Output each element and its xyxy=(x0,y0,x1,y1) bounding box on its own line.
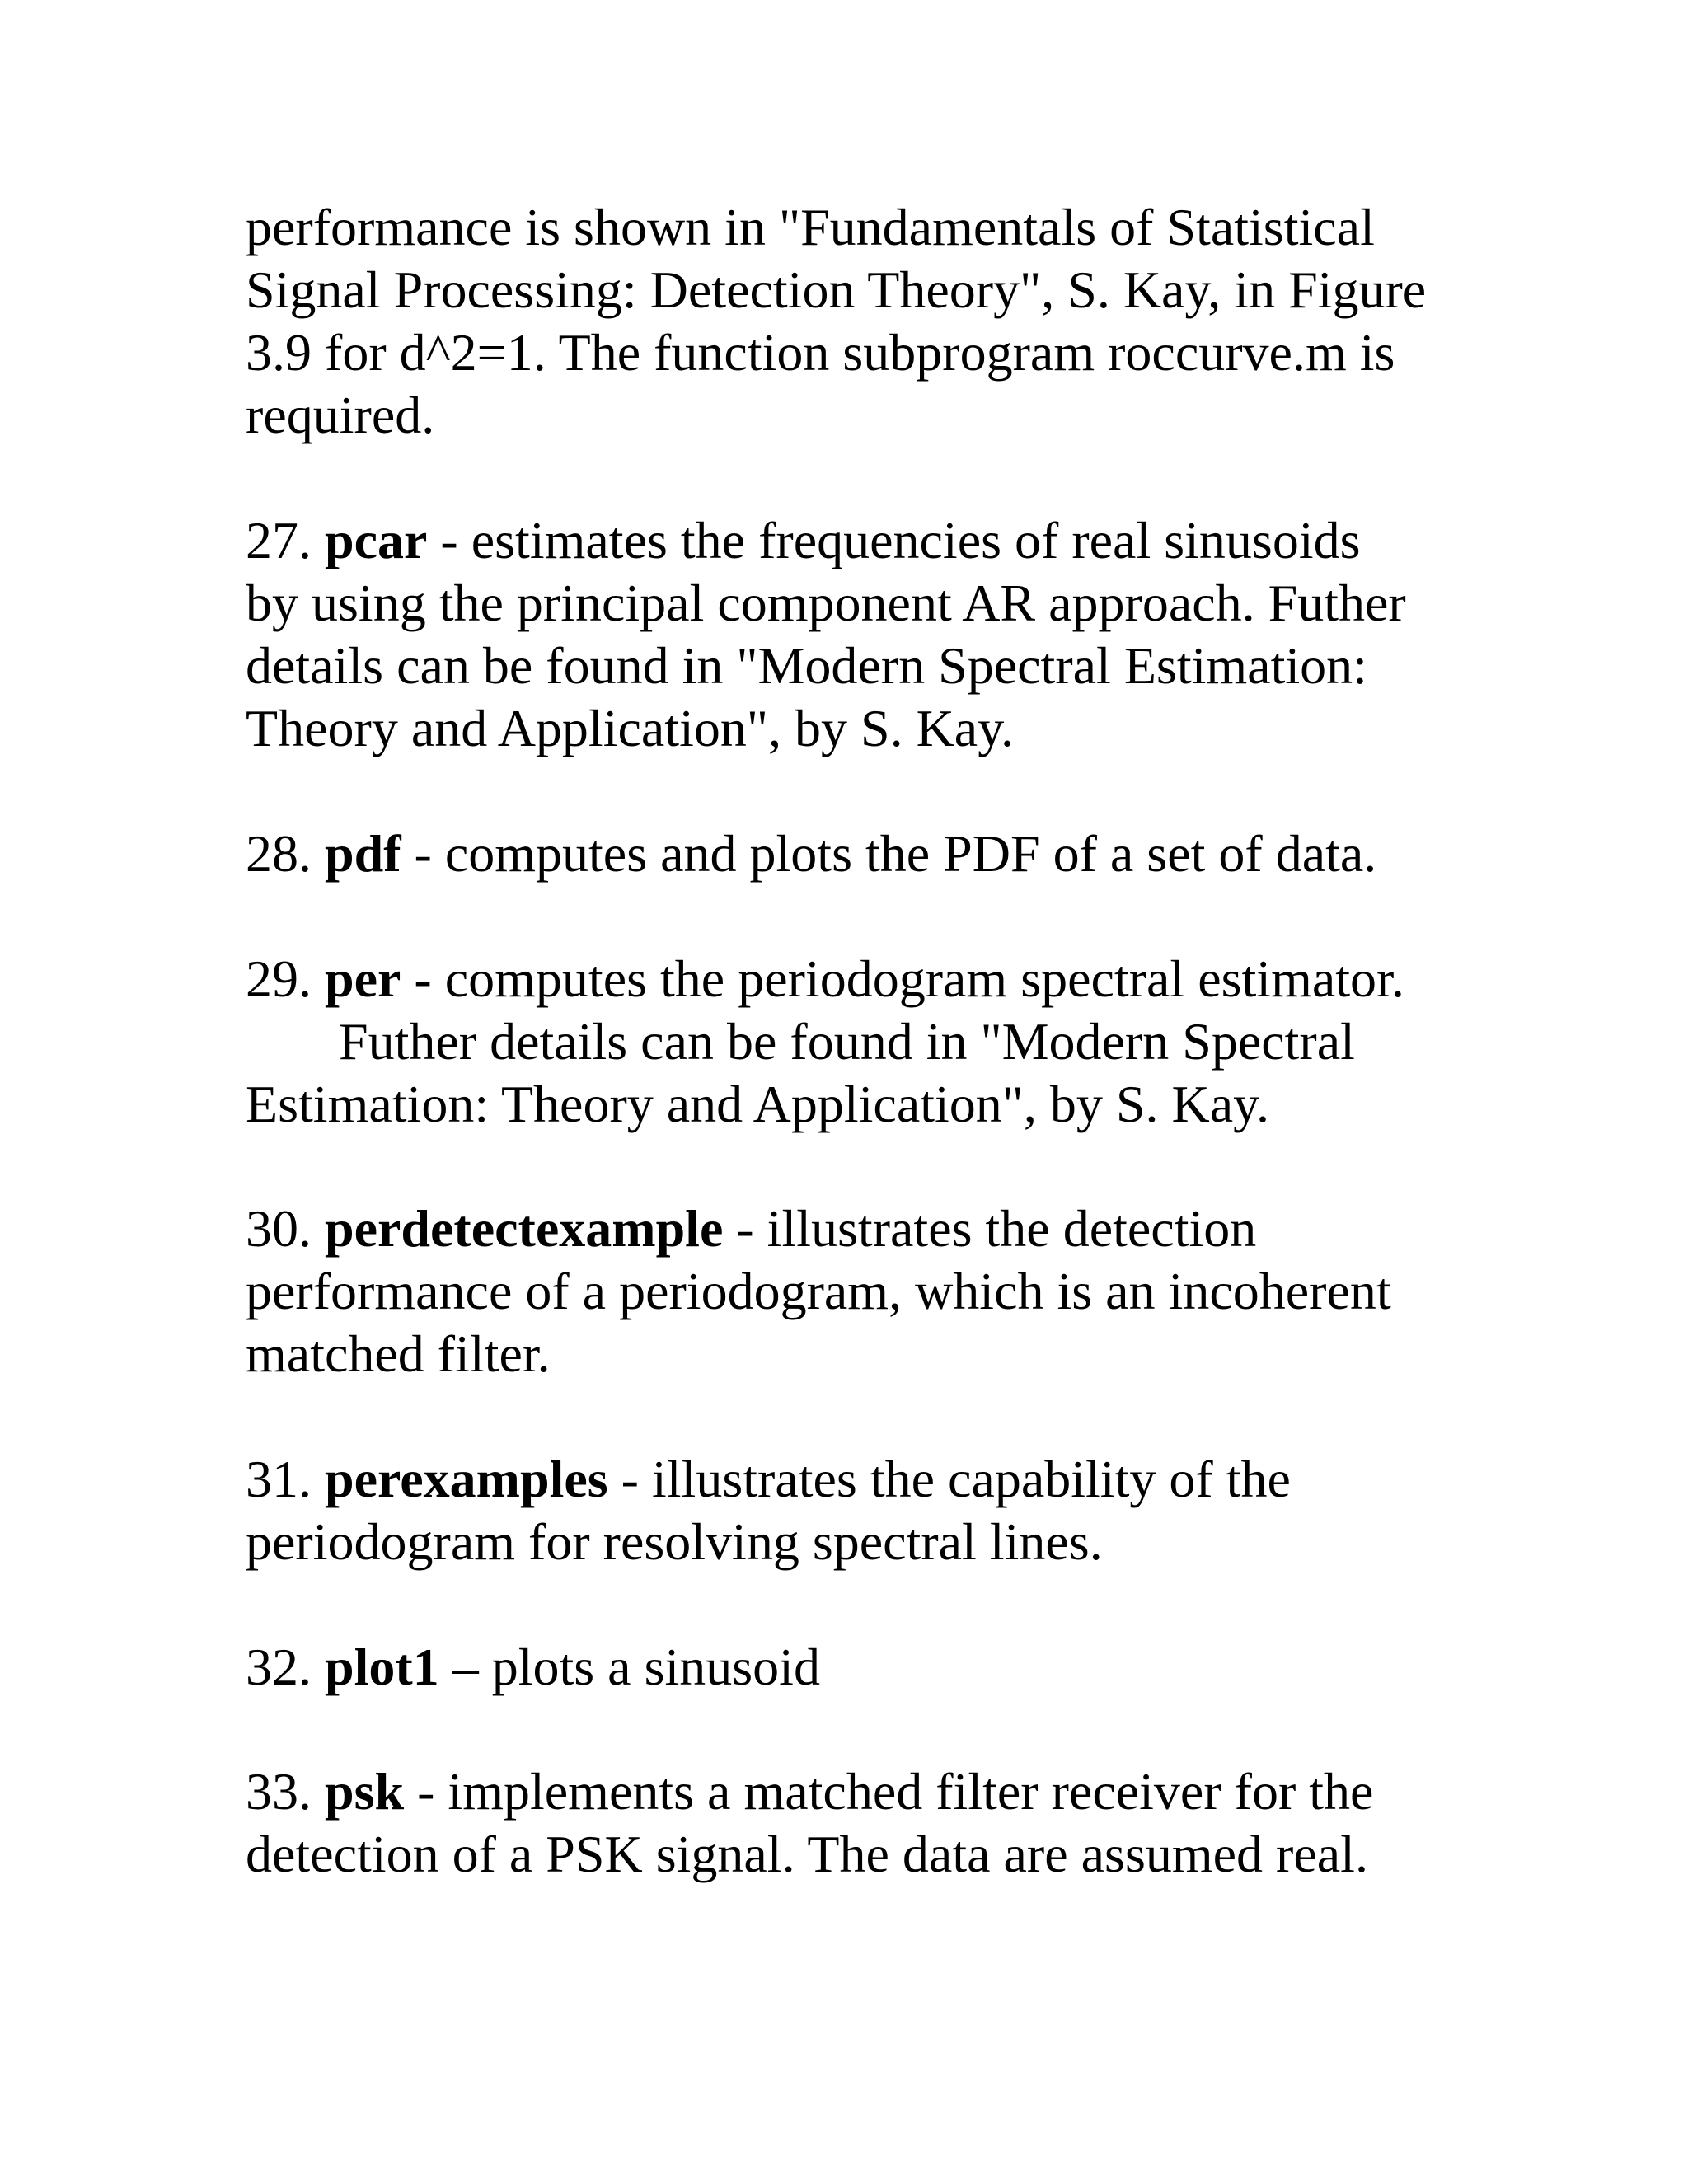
text-line: Theory and Application", by S. Kay. xyxy=(246,699,1015,757)
text-line: performance of a periodogram, which is an incoherent xyxy=(246,1262,1391,1320)
list-item-32 xyxy=(246,1636,1531,1699)
text-line: by using the principal component AR approach. Futher xyxy=(246,574,1406,632)
command-name: per xyxy=(325,949,401,1008)
item-description: – plots a sinusoid xyxy=(438,1638,820,1696)
command-name: plot1 xyxy=(325,1638,439,1696)
list-item-28 xyxy=(246,823,1531,885)
item-first-line xyxy=(246,948,1531,1010)
text-line: periodogram for resolving spectral lines. xyxy=(246,1512,1103,1571)
item-description: - illustrates the detection xyxy=(723,1199,1257,1258)
text-line: detection of a PSK signal. The data are assumed real. xyxy=(246,1825,1368,1883)
item-first-line xyxy=(246,509,1531,572)
list-item-29 xyxy=(246,948,1531,1136)
intro-paragraph xyxy=(246,196,1531,447)
item-first-line xyxy=(246,1760,1531,1823)
text-line: matched filter. xyxy=(246,1324,551,1383)
item-description: - implements a matched filter receiver for the xyxy=(404,1762,1374,1821)
item-first-line xyxy=(246,823,1531,885)
list-item-27 xyxy=(246,509,1531,760)
item-number: 27. xyxy=(246,511,325,569)
item-number: 32. xyxy=(246,1638,325,1696)
item-number: 28. xyxy=(246,824,325,883)
command-name: pdf xyxy=(325,824,401,883)
item-number: 29. xyxy=(246,949,325,1008)
list-item-31 xyxy=(246,1448,1531,1573)
text-line: performance is shown in "Fundamentals of Statistical xyxy=(246,198,1375,256)
item-description: - computes and plots the PDF of a set of data. xyxy=(401,824,1377,883)
command-name: pcar xyxy=(325,511,428,569)
text-line: Signal Processing: Detection Theory", S. Kay, in Figure xyxy=(246,260,1427,319)
list-item-33 xyxy=(246,1760,1531,1886)
item-number: 31. xyxy=(246,1450,325,1508)
indented-text-line: Futher details can be found in "Modern Spectral xyxy=(339,1012,1355,1071)
text-line: Estimation: Theory and Application", by S. Kay. xyxy=(246,1075,1269,1133)
item-number: 30. xyxy=(246,1199,325,1258)
item-number: 33. xyxy=(246,1762,325,1821)
text-line: 3.9 for d^2=1. The function subprogram roccurve.m is xyxy=(246,323,1395,382)
text-line: required. xyxy=(246,386,435,444)
command-name: perexamples xyxy=(325,1450,608,1508)
item-description: - estimates the frequencies of real sinusoids xyxy=(427,511,1361,569)
item-description: - computes the periodogram spectral estimator. xyxy=(401,949,1404,1008)
item-first-line xyxy=(246,1197,1531,1260)
item-first-line xyxy=(246,1448,1531,1511)
item-first-line xyxy=(246,1636,1531,1699)
list-item-30 xyxy=(246,1197,1531,1385)
command-name: psk xyxy=(325,1762,405,1821)
command-name: perdetectexample xyxy=(325,1199,724,1258)
text-line: details can be found in "Modern Spectral Estimation: xyxy=(246,636,1367,695)
item-description: - illustrates the capability of the xyxy=(607,1450,1291,1508)
